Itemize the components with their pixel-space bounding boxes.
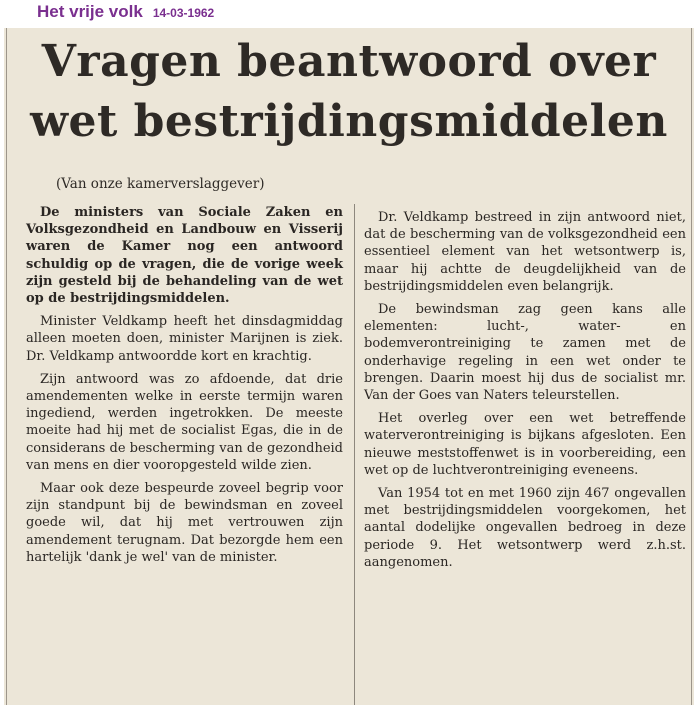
paragraph: Van 1954 tot en met 1960 zijn 467 ongevallen met bestrijdingsmiddelen voorgekomen, het aantal dodelijke ongevallen bedroeg in deze periode 9. Het wetsontwerp werd z.h.st. aangenomen. xyxy=(364,486,686,570)
paragraph: Dr. Veldkamp bestreed in zijn antwoord niet, dat de bescherming van de volksgezondheid een essentieel element van het wetsontwerp is, maar hij achtte de deugdelijkheid van de bestrijdingsmiddelen even belangrijk. xyxy=(364,210,686,294)
article-headline xyxy=(4,32,694,152)
headline-line-1: Vragen beantwoord over xyxy=(41,36,657,87)
publication-name: Het vrije volk xyxy=(37,2,143,21)
lead-paragraph: De ministers van Sociale Zaken en Volksgezondheid en Landbouw en Visserij waren de Kamer nog een antwoord schuldig op de vragen, die de vorige week zijn gesteld bij de behandeling van de wet op de bestrijdingsmiddelen. xyxy=(26,205,343,307)
masthead xyxy=(37,2,214,24)
paragraph: Minister Veldkamp heeft het dinsdagmiddag alleen moeten doen, minister Marijnen is ziek. Dr. Veldkamp antwoordde kort en krachtig. xyxy=(26,314,343,364)
publication-date: 14-03-1962 xyxy=(152,6,215,20)
paragraph: De bewindsman zag geen kans alle elementen: lucht-, water- en bodemverontreiniging te zamen met de onderhavige regeling in een wet onder te brengen. Daarin moest hij dus de socialist mr. Van der Goes van Naters teleurstellen. xyxy=(364,302,686,404)
paragraph: Maar ook deze bespeurde zoveel begrip voor zijn standpunt bij de bewindsman en zoveel goede wil, dat hij met vertrouwen zijn amendement terugnam. Dat bezorgde hem een hartelijk 'dank je wel' van de minister. xyxy=(26,481,343,565)
paragraph: Zijn antwoord was zo afdoende, dat drie amendementen welke in eerste termijn waren ingediend, werden ingetrokken. De meeste moeite had hij met de socialist Egas, die in de considerans de bescherming van de gezondheid van mens en dier vooropgesteld wilde zien. xyxy=(26,371,343,473)
left-column xyxy=(26,204,343,566)
paragraph: Het overleg over een wet betreffende waterverontreiniging is bijkans afgesloten. Een nieuwe meststoffenwet is in voorbereiding, een wet op de luchtverontreiniging eveneens. xyxy=(364,411,686,478)
byline: (Van onze kamerverslaggever) xyxy=(56,176,265,192)
right-column xyxy=(364,209,686,571)
newspaper-clipping xyxy=(4,28,694,705)
column-divider xyxy=(354,204,355,705)
headline-line-2: wet bestrijdingsmiddelen xyxy=(30,96,668,147)
